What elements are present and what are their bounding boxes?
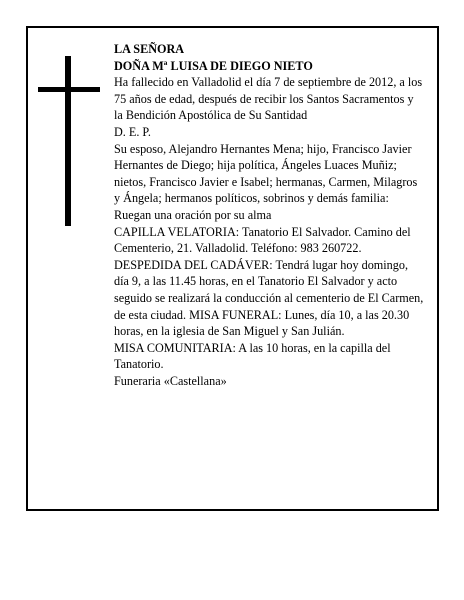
prayer-request: Ruegan una oración por su alma <box>114 207 272 222</box>
cross-icon <box>38 56 100 226</box>
farewell-info: DESPEDIDA DEL CADÁVER: Tendrá lugar hoy domingo, día 9, a las 11.45 horas, en el Tanatorio El Salvador y acto seguido se realizará la conducción al cementerio de El Carmen, de esta ciudad. MISA FUNERAL: Lunes, día 10, a las 20.30 horas, en la iglesia de San Miguel y San Julián. <box>114 257 424 339</box>
community-mass-info: MISA COMUNITARIA: A las 10 horas, en la capilla del Tanatorio. <box>114 340 391 372</box>
notice-text <box>114 41 424 389</box>
dep-line: D. E. P. <box>114 124 151 139</box>
chapel-info: CAPILLA VELATORIA: Tanatorio El Salvador. Camino del Cementerio, 21. Valladolid. Teléfono: 983 260722. <box>114 224 411 256</box>
death-announcement: Ha fallecido en Valladolid el día 7 de septiembre de 2012, a los 75 años de edad, después de recibir los Santos Sacramentos y la Bendición Apostólica de Su Santidad <box>114 75 423 123</box>
deceased-name: DOÑA Mª LUISA DE DIEGO NIETO <box>114 58 313 73</box>
family-list: Su esposo, Alejandro Hernantes Mena; hijo, Francisco Javier Hernantes de Diego; hija política, Ángeles Luaces Muñiz; nietos, Francisco Javier e Isabel; hermanas, Carmen, Milagros y Ángela; hermanos políticos, sobrinos y demás familia: <box>114 141 418 206</box>
obituary-notice <box>26 26 439 511</box>
notice-title: LA SEÑORA <box>114 42 185 56</box>
funeral-home: Funeraria «Castellana» <box>114 373 227 388</box>
